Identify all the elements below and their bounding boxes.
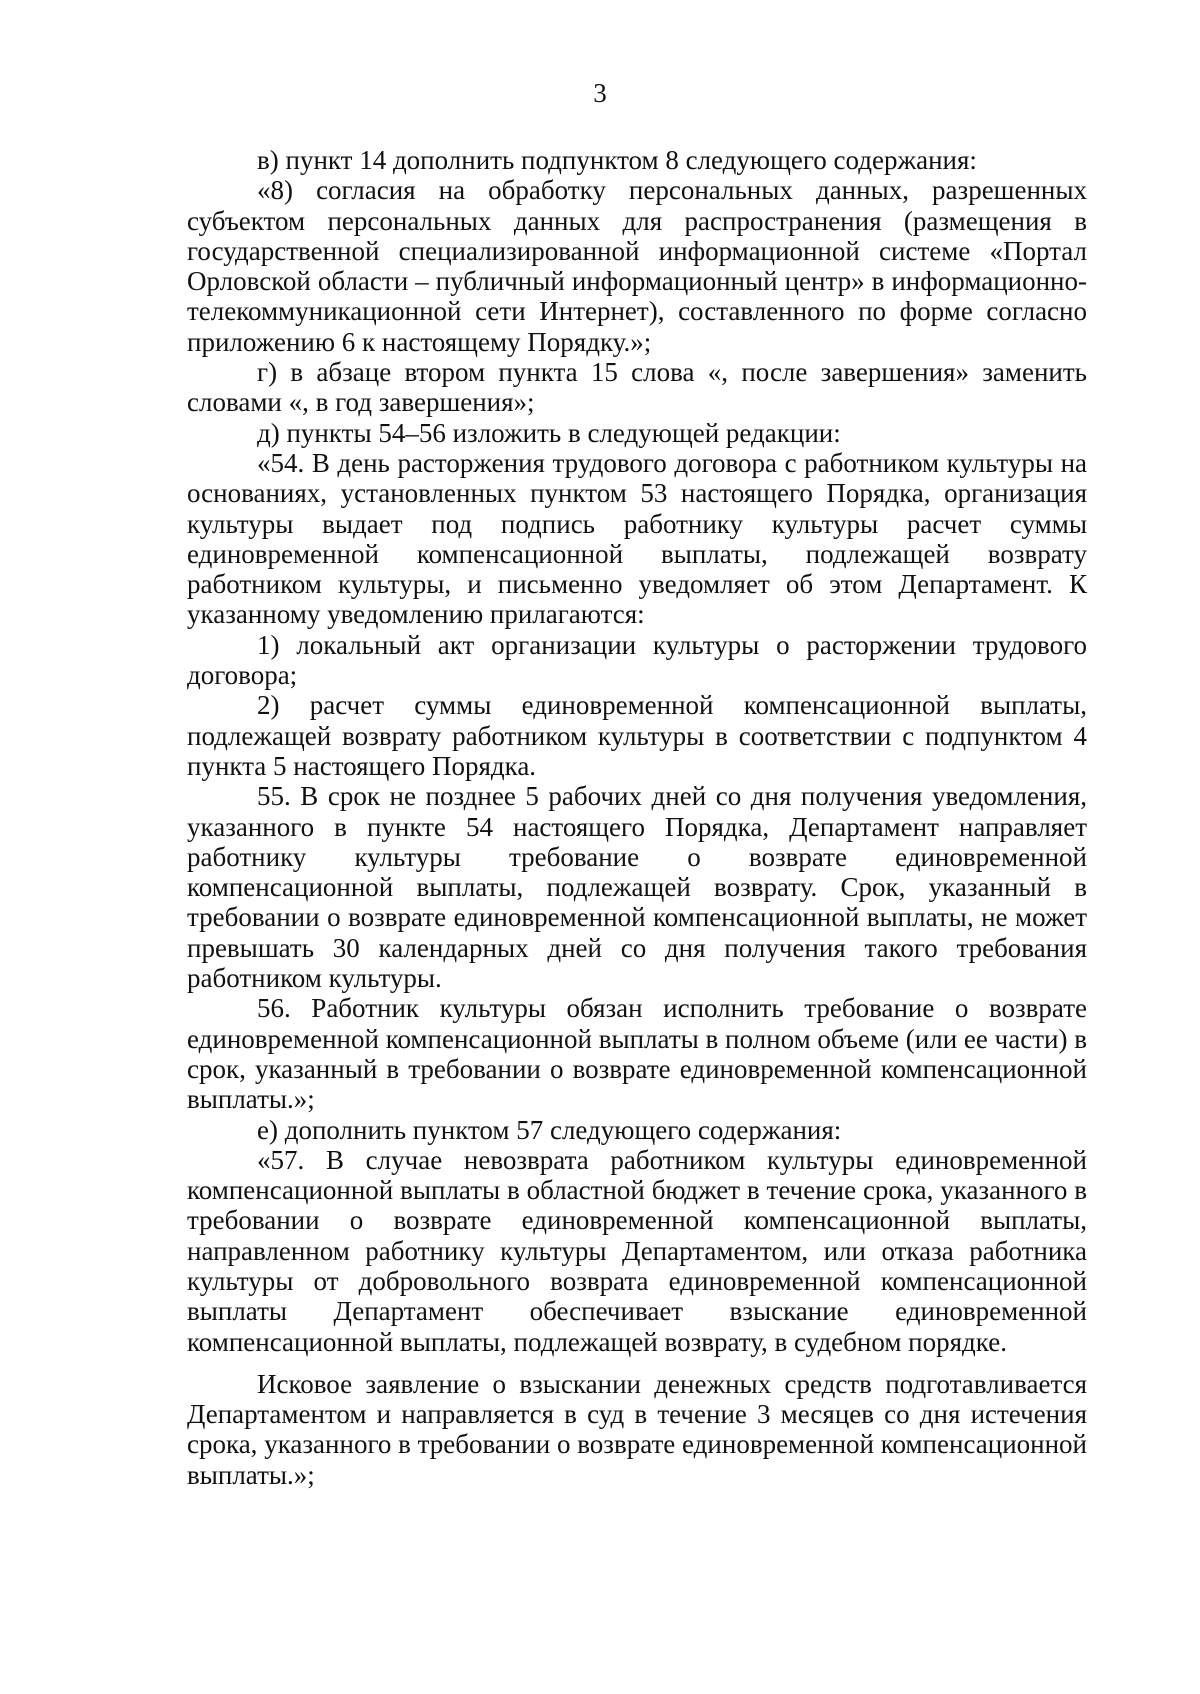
page-number: 3 <box>593 78 607 108</box>
paragraph-item-55: 55. В срок не позднее 5 рабочих дней со дня получения уведомления, указанного в пункте 54 настоящего Порядка, Департамент направляет работнику культуры требование о возврате единовременной компенсационной выплаты, подлежащей возврату. Срок, указанный в требовании о возврате единовременной компенсационной выплаты, не может превышать 30 календарных дней со дня получения такого требования работником культуры. <box>187 781 1087 994</box>
paragraph-e: е) дополнить пунктом 57 следующего содержания: <box>257 1114 842 1145</box>
paragraph-item-54: «54. В день расторжения трудового договора с работником культуры на основаниях, установленных пунктом 53 настоящего Порядка, организация культуры выдает под подпись работнику культуры расчет суммы единовременной компенсационной выплаты, подлежащей возврату работником культуры, и письменно уведомляет об этом Департамент. К указанному уведомлению прилагаются: <box>187 447 1087 630</box>
paragraph-item-57: «57. В случае невозврата работником культуры единовременной компенсационной выплаты в областной бюджет в течение срока, указанного в требовании о возврате единовременной компенсационной выплаты, направленном работнику культуры Департаментом, или отказа работника культуры от добровольного возврата единовременной компенсационной выплаты Департамент обеспечивает взыскание единовременной компенсационной выплаты, подлежащей возврату, в судебном порядке. <box>187 1144 1087 1357</box>
paragraph-item-54-2: 2) расчет суммы единовременной компенсационной выплаты, подлежащей возврату работником культуры в соответствии с подпунктом 4 пункта 5 настоящего Порядка. <box>187 690 1087 781</box>
document-body <box>187 145 1087 1490</box>
paragraph-g: г) в абзаце втором пункта 15 слова «, после завершения» заменить словами «, в год завершения»; <box>187 357 1087 418</box>
paragraph-item-54-1: 1) локальный акт организации культуры о расторжении трудового договора; <box>187 629 1087 691</box>
paragraph-v: в) пункт 14 дополнить подпунктом 8 следующего содержания: <box>257 145 977 175</box>
paragraph-d: д) пункты 54–56 изложить в следующей редакции: <box>257 417 841 448</box>
paragraph-item-56: 56. Работник культуры обязан исполнить требование о возврате единовременной компенсационной выплаты в полном объеме (или ее части) в срок, указанный в требовании о возврате единовременной компенсационной выплаты.»; <box>187 993 1087 1115</box>
paragraph-subitem-8: «8) согласия на обработку персональных данных, разрешенных субъектом персональных данных для распространения (размещения в государственной специализированной информационной системе «Портал Орловской области – публичный информационный центр» в информационно-телекоммуникационной сети Интернет), составленного по форме согласно приложению 6 к настоящему Порядку.»; <box>187 175 1087 357</box>
paragraph-item-57-claim: Исковое заявление о взыскании денежных средств подготавливается Департаментом и направляется в суд в течение 3 месяцев со дня истечения срока, указанного в требовании о возврате единовременной компенсационной выплаты.»; <box>187 1368 1087 1490</box>
